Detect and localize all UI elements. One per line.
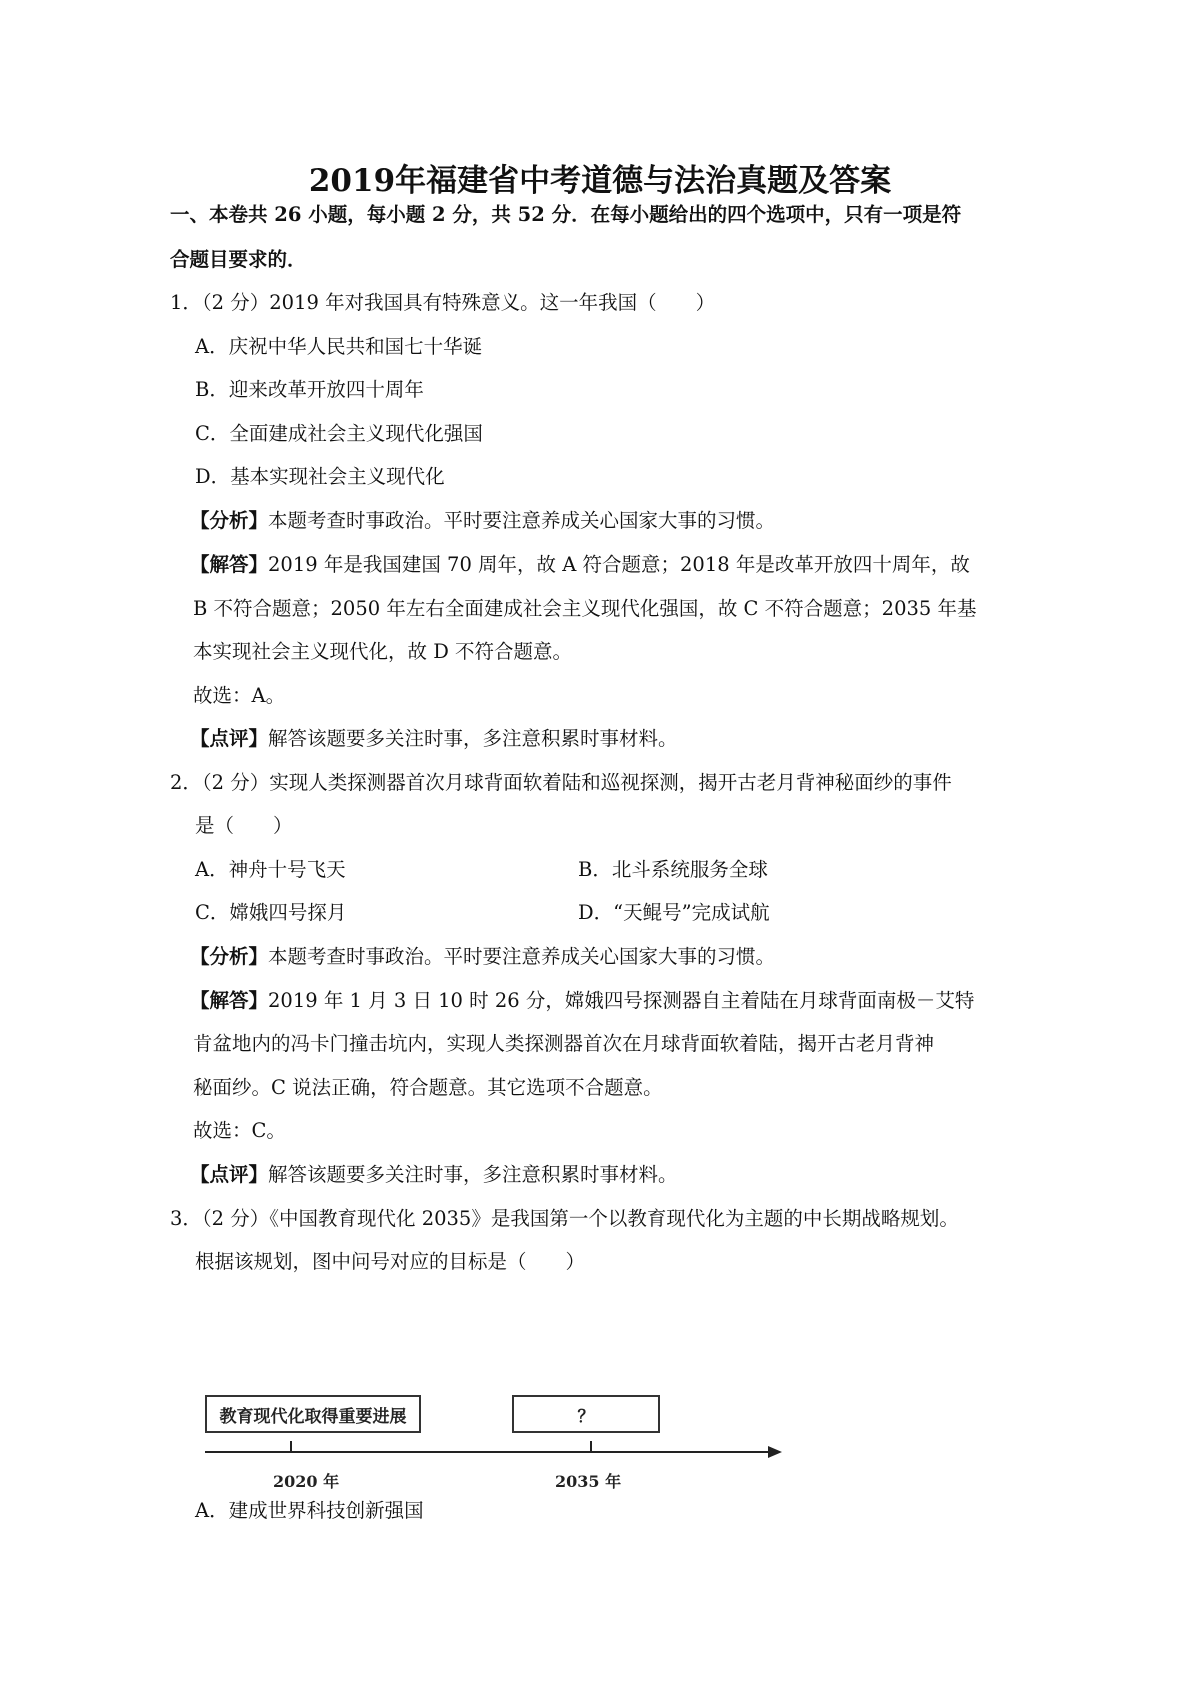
q2-comment <box>190 1165 678 1185</box>
timeline-box-2035: ？ <box>512 1395 660 1433</box>
q1-analysis-tag: 【分析】 <box>190 509 269 532</box>
section-instruction-line1: 一、本卷共 26 小题，每小题 2 分，共 52 分．在每小题给出的四个选项中，只有一项是符 <box>170 203 962 226</box>
q2-answer-text: 2019 年 1 月 3 日 10 时 26 分，嫦娥四号探测器自主着陆在月球背面南极－艾特 <box>268 989 975 1012</box>
q1-analysis-text: 本题考查时事政治。平时要注意养成关心国家大事的习惯。 <box>268 509 776 532</box>
timeline-label-2020: 2020 年 <box>273 1472 340 1491</box>
q2-answer-tag: 【解答】 <box>190 989 269 1012</box>
q1-analysis <box>190 511 775 531</box>
q1-option-d: D．基本实现社会主义现代化 <box>195 465 445 488</box>
q1-answer-text: 2019 年是我国建国 70 周年，故 A 符合题意；2018 年是改革开放四十周年，故 <box>268 553 970 576</box>
q1-answer-line2: B 不符合题意；2050 年左右全面建成社会主义现代化强国，故 C 不符合题意；2035 年基 <box>193 597 977 620</box>
q2-analysis <box>190 947 775 967</box>
q2-answer-line1 <box>190 991 974 1011</box>
q2-stem-line1: 2．（2 分）实现人类探测器首次月球背面软着陆和巡视探测，揭开古老月背神秘面纱的事件 <box>170 771 952 794</box>
section-instruction-line2: 合题目要求的． <box>170 248 307 271</box>
q1-comment-text: 解答该题要多关注时事，多注意积累时事材料。 <box>268 727 678 750</box>
q1-option-c: C．全面建成社会主义现代化强国 <box>195 422 483 445</box>
q1-answer-line3: 本实现社会主义现代化，故 D 不符合题意。 <box>193 640 573 663</box>
q3-stem-line2: 根据该规划，图中问号对应的目标是（ ） <box>195 1250 586 1273</box>
q1-choice: 故选：A。 <box>193 684 286 707</box>
q1-option-b: B．迎来改革开放四十周年 <box>195 378 424 401</box>
q1-option-a: A．庆祝中华人民共和国七十华诞 <box>195 335 483 358</box>
q3-option-a: A．建成世界科技创新强国 <box>195 1499 424 1522</box>
q2-choice: 故选：C。 <box>193 1119 286 1142</box>
q1-answer-line1 <box>190 555 970 575</box>
q2-comment-tag: 【点评】 <box>190 1163 269 1186</box>
q2-option-d: D．“天鲲号”完成试航 <box>578 901 770 924</box>
q2-comment-text: 解答该题要多关注时事，多注意积累时事材料。 <box>268 1163 678 1186</box>
q2-analysis-text: 本题考查时事政治。平时要注意养成关心国家大事的习惯。 <box>268 945 776 968</box>
timeline-tick-2020 <box>290 1441 292 1453</box>
q1-answer-tag: 【解答】 <box>190 553 269 576</box>
q3-timeline-figure <box>205 1395 790 1495</box>
q2-option-a: A．神舟十号飞天 <box>195 858 346 881</box>
q2-analysis-tag: 【分析】 <box>190 945 269 968</box>
q2-answer-line2: 肯盆地内的冯卡门撞击坑内，实现人类探测器首次在月球背面软着陆，揭开古老月背神 <box>193 1032 935 1055</box>
timeline-arrow-icon <box>768 1446 782 1458</box>
timeline-tick-2035 <box>590 1441 592 1453</box>
q2-stem-line2: 是（ ） <box>195 814 293 837</box>
q3-stem-line1: 3．（2 分）《中国教育现代化 2035》是我国第一个以教育现代化为主题的中长期战略规划。 <box>170 1207 959 1230</box>
timeline-box-2020: 教育现代化取得重要进展 <box>205 1395 421 1433</box>
q1-comment <box>190 729 678 749</box>
q2-option-c: C．嫦娥四号探月 <box>195 901 347 924</box>
page-title: 2019年福建省中考道德与法治真题及答案 <box>308 163 892 199</box>
q1-comment-tag: 【点评】 <box>190 727 269 750</box>
timeline-label-2035: 2035 年 <box>555 1472 622 1491</box>
q2-option-b: B．北斗系统服务全球 <box>578 858 768 881</box>
q2-answer-line3: 秘面纱。C 说法正确，符合题意。其它选项不合题意。 <box>193 1076 663 1099</box>
q1-stem: 1．（2 分）2019 年对我国具有特殊意义。这一年我国（ ） <box>170 291 716 314</box>
